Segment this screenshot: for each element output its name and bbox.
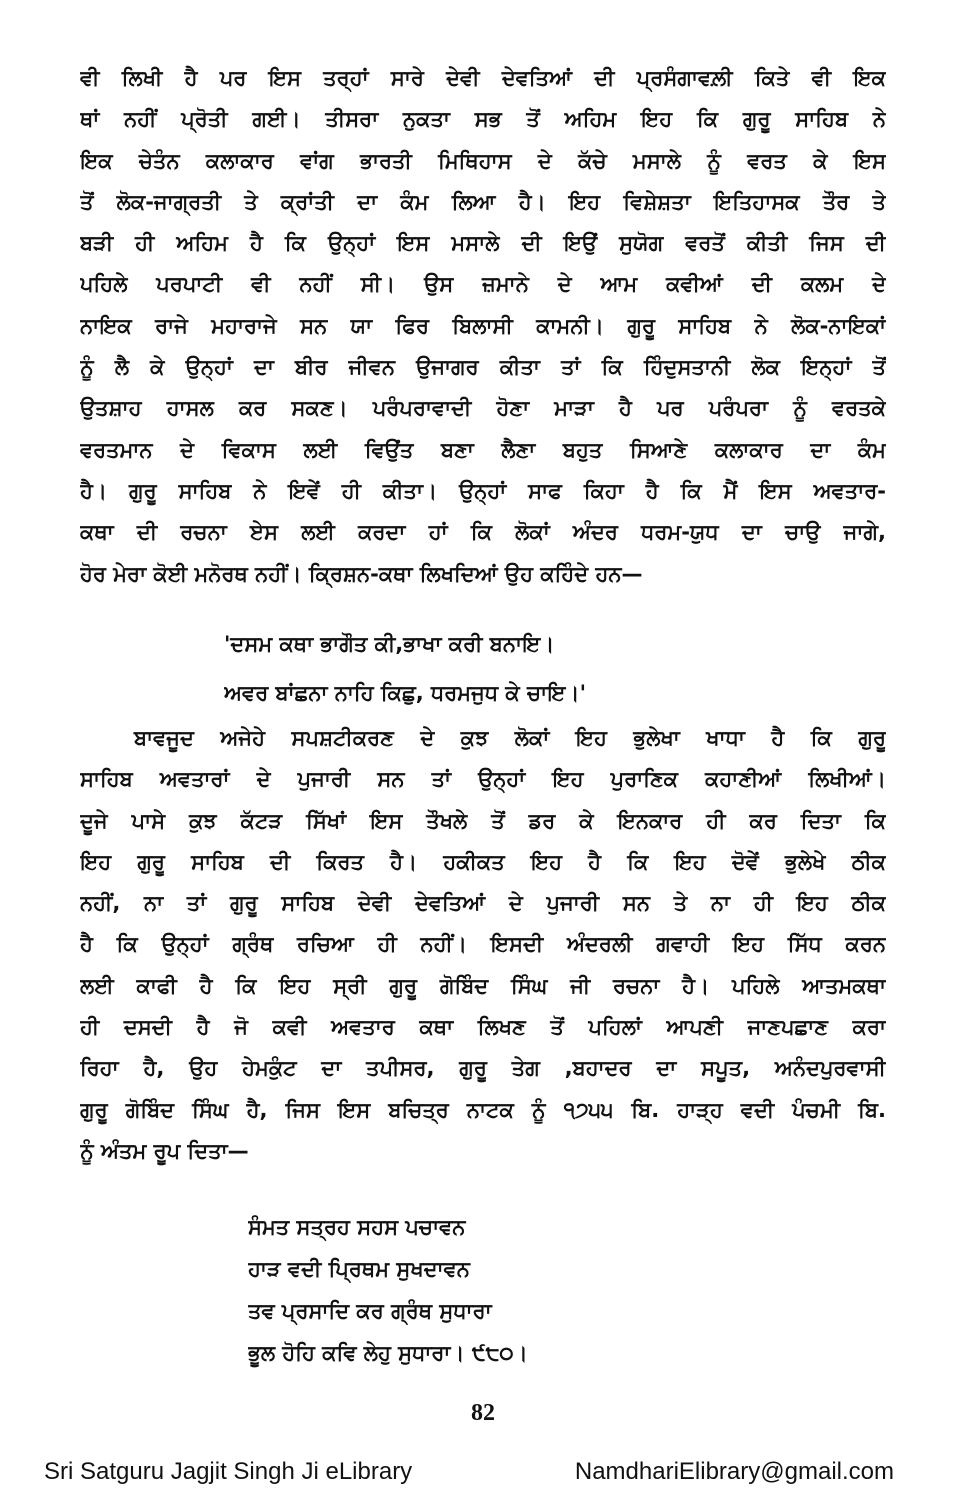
verse-line: ਹਾੜ ਵਦੀ ਪ੍ਰਿਥਮ ਸੁਖਦਾਵਨ (248, 1257, 470, 1281)
text-line: ਗੁਰੂ ਗੋਬਿੰਦ ਸਿੰਘ ਹੈ, ਜਿਸ ਇਸ ਬਚਿਤ੍ਰ ਨਾਟਕ ਨੂੰ ੧੭੫੫ ਬਿ. ਹਾੜ੍ਹ ਵਦੀ ਪੰਚਮੀ ਬਿ. (80, 1097, 886, 1122)
quote-line: ਅਵਰ ਬਾਂਛਨਾ ਨਾਹਿ ਕਿਛੁ, ਧਰਮਜੁਧ ਕੇ ਚਾਇ।' (224, 681, 586, 705)
text-line: ਇਕ ਚੇਤੰਨ ਕਲਾਕਾਰ ਵਾਂਗ ਭਾਰਤੀ ਮਿਥਿਹਾਸ ਦੇ ਕੱਚੇ ਮਸਾਲੇ ਨੂੰ ਵਰਤ ਕੇ ਇਸ (80, 148, 886, 173)
text-line: ਹੈ। ਗੁਰੂ ਸਾਹਿਬ ਨੇ ਇਵੇਂ ਹੀ ਕੀਤਾ। ਉਨ੍ਹਾਂ ਸਾਫ ਕਿਹਾ ਹੈ ਕਿ ਮੈਂ ਇਸ ਅਵਤਾਰ- (80, 478, 886, 503)
text-line: ਬੜੀ ਹੀ ਅਹਿਮ ਹੈ ਕਿ ਉਨ੍ਹਾਂ ਇਸ ਮਸਾਲੇ ਦੀ ਇਉਂ ਸੁਯੋਗ ਵਰਤੋਂ ਕੀਤੀ ਜਿਸ ਦੀ (80, 231, 886, 256)
text-line: ਰਿਹਾ ਹੈ, ਉਹ ਹੇਮਕੁੰਟ ਦਾ ਤਪੀਸਰ, ਗੁਰੂ ਤੇਗ ,ਬਹਾਦਰ ਦਾ ਸਪੂਤ, ਅਨੰਦਪੁਰਵਾਸੀ (80, 1056, 886, 1081)
text-line: ਲਈ ਕਾਫੀ ਹੈ ਕਿ ਇਹ ਸ੍ਰੀ ਗੁਰੂ ਗੋਬਿੰਦ ਸਿੰਘ ਜੀ ਰਚਨਾ ਹੈ। ਪਹਿਲੇ ਆਤਮਕਥਾ (80, 973, 886, 998)
text-line: ਹੈ ਕਿ ਉਨ੍ਹਾਂ ਗ੍ਰੰਥ ਰਚਿਆ ਹੀ ਨਹੀਂ। ਇਸਦੀ ਅੰਦਰਲੀ ਗਵਾਹੀ ਇਹ ਸਿੱਧ ਕਰਨ (80, 932, 886, 957)
verse-line: ਤਵ ਪ੍ਰਸਾਦਿ ਕਰ ਗ੍ਰੰਥ ਸੁਧਾਰਾ (248, 1299, 492, 1323)
text-line: ਉਤਸ਼ਾਹ ਹਾਸਲ ਕਰ ਸਕਣ। ਪਰੰਪਰਾਵਾਦੀ ਹੋਣਾ ਮਾੜਾ ਹੈ ਪਰ ਪਰੰਪਰਾ ਨੂੰ ਵਰਤਕੇ (80, 396, 886, 421)
verse-block (248, 1206, 668, 1374)
text-line: ਨਾਇਕ ਰਾਜੇ ਮਹਾਰਾਜੇ ਸਨ ਯਾ ਫਿਰ ਬਿਲਾਸੀ ਕਾਮਨੀ। ਗੁਰੂ ਸਾਹਿਬ ਨੇ ਲੋਕ-ਨਾਇਕਾਂ (80, 313, 886, 338)
text-line: ਨਹੀਂ, ਨਾ ਤਾਂ ਗੁਰੂ ਸਾਹਿਬ ਦੇਵੀ ਦੇਵਤਿਆਂ ਦੇ ਪੁਜਾਰੀ ਸਨ ਤੇ ਨਾ ਹੀ ਇਹ ਠੀਕ (80, 891, 886, 916)
verse-line: ਭੂਲ ਹੋਹਿ ਕਵਿ ਲੇਹੁ ਸੁਧਾਰਾ। ੯੮੦। (248, 1341, 528, 1365)
footer-library-name: Sri Satguru Jagjit Singh Ji eLibrary (44, 1458, 413, 1485)
text-line: ਦੂਜੇ ਪਾਸੇ ਕੁਝ ਕੱਟੜ ਸਿੱਖਾਂ ਇਸ ਤੌਖਲੇ ਤੋਂ ਡਰ ਕੇ ਇਨਕਾਰ ਹੀ ਕਰ ਦਿਤਾ ਕਿ (80, 808, 886, 833)
text-line: ਇਹ ਗੁਰੂ ਸਾਹਿਬ ਦੀ ਕਿਰਤ ਹੈ। ਹਕੀਕਤ ਇਹ ਹੈ ਕਿ ਇਹ ਦੋਵੇਂ ਭੁਲੇਖੇ ਠੀਕ (80, 849, 886, 874)
text-line: ਹੀ ਦਸਦੀ ਹੈ ਜੋ ਕਵੀ ਅਵਤਾਰ ਕਥਾ ਲਿਖਣ ਤੋਂ ਪਹਿਲਾਂ ਆਪਣੀ ਜਾਣਪਛਾਣ ਕਰਾ (80, 1015, 886, 1040)
paragraph-1 (80, 58, 886, 595)
page-number: 82 (471, 1400, 495, 1426)
text-line: ਵਰਤਮਾਨ ਦੇ ਵਿਕਾਸ ਲਈ ਵਿਉਂਤ ਬਣਾ ਲੈਣਾ ਬਹੁਤ ਸਿਆਣੇ ਕਲਾਕਾਰ ਦਾ ਕੰਮ (80, 437, 886, 462)
text-line: ਹੋਰ ਮੇਰਾ ਕੋਈ ਮਨੋਰਥ ਨਹੀਂ। ਕ੍ਰਿਸ਼ਨ-ਕਥਾ ਲਿਖਦਿਆਂ ਉਹ ਕਹਿੰਦੇ ਹਨ— (80, 561, 643, 586)
verse-line: ਸੰਮਤ ਸਤ੍ਰਹ ਸਹਸ ਪਚਾਵਨ (248, 1215, 466, 1239)
footer-email[interactable]: NamdhariElibrary@gmail.com (574, 1458, 894, 1485)
text-line: ਬਾਵਜੂਦ ਅਜੇਹੇ ਸਪਸ਼ਟੀਕਰਣ ਦੇ ਕੁਝ ਲੋਕਾਂ ਇਹ ਭੁਲੇਖਾ ਖਾਧਾ ਹੈ ਕਿ ਗੁਰੂ (134, 726, 886, 750)
text-line: ਵੀ ਲਿਖੀ ਹੈ ਪਰ ਇਸ ਤਰ੍ਹਾਂ ਸਾਰੇ ਦੇਵੀ ਦੇਵਤਿਆਂ ਦੀ ਪ੍ਰਸੰਗਾਵਲ਼ੀ ਕਿਤੇ ਵੀ ਇਕ (80, 66, 886, 90)
text-line: ਪਹਿਲੇ ਪਰਪਾਟੀ ਵੀ ਨਹੀਂ ਸੀ। ਉਸ ਜ਼ਮਾਨੇ ਦੇ ਆਮ ਕਵੀਆਂ ਦੀ ਕਲਮ ਦੇ (80, 272, 886, 297)
paragraph-2 (80, 718, 886, 1172)
quotation-couplet (224, 620, 784, 718)
text-line: ਨੂੰ ਅੰਤਮ ਰੂਪ ਦਿਤਾ— (80, 1138, 249, 1163)
text-line: ਤੋਂ ਲੋਕ-ਜਾਗ੍ਰਤੀ ਤੇ ਕ੍ਰਾਂਤੀ ਦਾ ਕੰਮ ਲਿਆ ਹੈ। ਇਹ ਵਿਸ਼ੇਸ਼ਤਾ ਇਤਿਹਾਸਕ ਤੌਰ ਤੇ (80, 189, 886, 214)
text-line: ਥਾਂ ਨਹੀਂ ਪ੍ਰੋਤੀ ਗਈ। ਤੀਸਰਾ ਨੁਕਤਾ ਸਭ ਤੋਂ ਅਹਿਮ ਇਹ ਕਿ ਗੁਰੂ ਸਾਹਿਬ ਨੇ (80, 107, 886, 132)
text-line: ਸਾਹਿਬ ਅਵਤਾਰਾਂ ਦੇ ਪੁਜਾਰੀ ਸਨ ਤਾਂ ਉਨ੍ਹਾਂ ਇਹ ਪੁਰਾਣਿਕ ਕਹਾਣੀਆਂ ਲਿਖੀਆਂ। (80, 767, 886, 792)
text-line: ਨੂੰ ਲੈ ਕੇ ਉਨ੍ਹਾਂ ਦਾ ਬੀਰ ਜੀਵਨ ਉਜਾਗਰ ਕੀਤਾ ਤਾਂ ਕਿ ਹਿੰਦੁਸਤਾਨੀ ਲੋਕ ਇਨ੍ਹਾਂ ਤੋਂ (80, 355, 886, 380)
quote-line: 'ਦਸਮ ਕਥਾ ਭਾਗੌਤ ਕੀ,ਭਾਖਾ ਕਰੀ ਬਨਾਇ। (224, 632, 555, 656)
text-line: ਕਥਾ ਦੀ ਰਚਨਾ ਏਸ ਲਈ ਕਰਦਾ ਹਾਂ ਕਿ ਲੋਕਾਂ ਅੰਦਰ ਧਰਮ-ਯੁਧ ਦਾ ਚਾਉ ਜਾਗੇ, (80, 520, 886, 545)
